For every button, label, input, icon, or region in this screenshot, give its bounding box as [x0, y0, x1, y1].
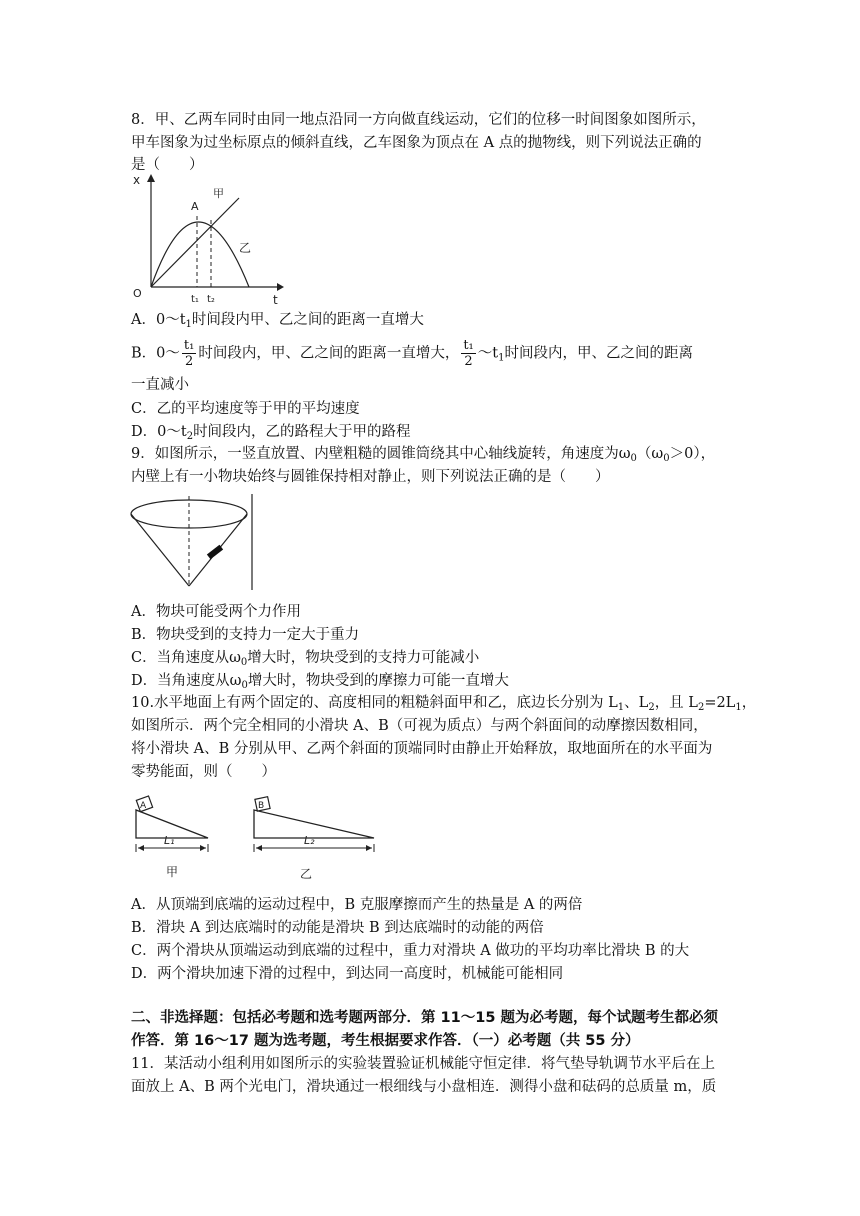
q9-stem-line-2: 内壁上有一小物块始终与圆锥保持相对静止，则下列说法正确的是（ ）	[131, 469, 610, 485]
length-l2-label: L₂	[304, 834, 315, 847]
length-l1-label: L₁	[164, 834, 175, 847]
section2-heading-line-2: 作答．第 16～17 题为选考题，考生根据要求作答．（一）必考题（共 55 分）	[131, 1033, 640, 1049]
q10-stem-line-1: 10.水平地面上有两个固定的、高度相同的粗糙斜面甲和乙，底边长分别为 $L_1$、$L_2$，且 $L_2=2L_1$，	[131, 695, 757, 713]
incline-jia-label: 甲	[166, 865, 179, 879]
q9-option-b: B．物块受到的支持力一定大于重力	[131, 627, 360, 643]
q10-option-a: A．从顶端到底端的运动过程中，B 克服摩擦而产生的热量是 A 的两倍	[131, 897, 583, 913]
section2-heading-line-1: 二、非选择题：包括必考题和选考题两部分．第 11～15 题为必考题，每个试题考生都必须	[131, 1010, 718, 1026]
q8-option-a: A．$0\sim t_1$时间段内甲、乙之间的距离一直增大	[131, 312, 424, 330]
q8-figure-xt-graph	[127, 172, 287, 312]
block-b-label: B	[258, 801, 265, 811]
q9-option-a: A．物块可能受两个力作用	[131, 604, 301, 620]
q11-stem-line-1: 11．某活动小组利用如图所示的实验装置验证机械能守恒定律．将气垫导轨调节水平后在上	[131, 1056, 715, 1072]
q9-option-c: C．当角速度从$\omega_0$增大时，物块受到的支持力可能减小	[131, 650, 480, 668]
q11-stem-line-2: 面放上 A、B 两个光电门，滑块通过一根细线与小盘相连．测得小盘和砝码的总质量 m，质	[131, 1079, 717, 1095]
fraction-t1-over-2: $\frac{\text{t₁}}{2}$	[183, 338, 195, 369]
q10-option-b: B．滑块 A 到达底端时的动能是滑块 B 到达底端时的动能的两倍	[131, 920, 544, 936]
q10-option-c: C．两个滑块从顶端运动到底端的过程中，重力对滑块 A 做功的平均功率比滑块 B 的大	[131, 943, 690, 959]
small-block	[207, 545, 223, 560]
q8-option-b-continued: 一直减小	[131, 377, 189, 393]
q8-stem-line-3: 是（ ）	[131, 157, 204, 173]
q9-stem-line-1: 9．如图所示，一竖直放置、内壁粗糙的圆锥筒绕其中心轴线旋转，角速度为$\omega_0(\omega_0>0)$，	[131, 446, 716, 464]
q8-option-b: B．0～ $\frac{\text{t₁}}{2}$ 时间段内，甲、乙之间的距离一直增大， $\frac{\text{t₁}}{2}$ $\sim t_1$时间段内，甲、乙之间的距离	[131, 338, 693, 369]
curve-yi-label: 乙	[239, 241, 252, 255]
q9-option-d: D．当角速度从$\omega_0$增大时，物块受到的摩擦力可能一直增大	[131, 673, 509, 691]
q9-figure-cone	[128, 492, 268, 592]
x-axis-label: x	[133, 173, 141, 187]
block-a-label: A	[140, 801, 147, 811]
fraction-t1-over-2-b: $\frac{\text{t₁}}{2}$	[463, 338, 474, 369]
vertex-label: A	[191, 200, 199, 213]
q8-stem-line-2: 甲车图象为过坐标原点的倾斜直线，乙车图象为顶点在 A 点的抛物线，则下列说法正确的	[131, 135, 702, 151]
q10-stem-line-4: 零势能面，则（ ）	[131, 764, 276, 780]
q10-stem-line-2: 如图所示．两个完全相同的小滑块 A、B（可视为质点）与两个斜面间的动摩擦因数相同，	[131, 718, 708, 734]
t1-tick: t₁	[191, 294, 199, 305]
t-axis-label: t	[273, 293, 278, 307]
q10-stem-line-3: 将小滑块 A、B 分别从甲、乙两个斜面的顶端同时由静止开始释放，取地面所在的水平面为	[131, 741, 713, 757]
origin-label: O	[133, 287, 142, 300]
q10-option-d: D．两个滑块加速下滑的过程中，到达同一高度时，机械能可能相同	[131, 966, 564, 982]
incline-yi-label: 乙	[300, 867, 313, 881]
q8-option-d: D．$0\sim t_2$时间段内，乙的路程大于甲的路程	[131, 424, 411, 442]
line-jia-label: 甲	[213, 187, 224, 200]
t2-tick: t₂	[207, 294, 215, 305]
q10-figure-inclines	[128, 788, 388, 888]
q8-stem-line-1: 8．甲、乙两车同时由同一地点沿同一方向做直线运动，它们的位移一时间图象如图所示，	[131, 112, 706, 128]
q8-option-c: C．乙的平均速度等于甲的平均速度	[131, 401, 360, 417]
